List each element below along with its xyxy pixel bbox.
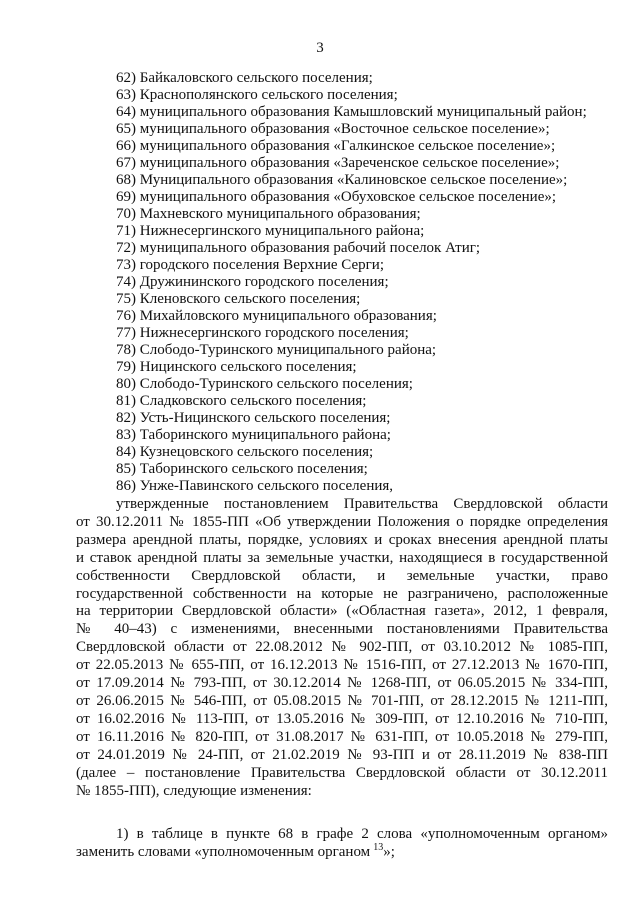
paragraph-line: размера арендной платы, порядке, условиях и сроках внесения арендной платы: [76, 531, 608, 548]
list-item: 80) Слободо-Туринского сельского поселения;: [116, 376, 413, 392]
list-item: 72) муниципального образования рабочий поселок Атиг;: [116, 240, 481, 256]
list-item: 62) Байкаловского сельского поселения;: [116, 70, 373, 86]
amendment-text: заменить словами «уполномоченным органом: [76, 843, 371, 860]
list-item: 79) Ницинского сельского поселения;: [116, 359, 357, 375]
paragraph-line: от 30.12.2011 № 1855-ПП «Об утверждении Положения о порядке определения: [76, 513, 608, 530]
footnote-marker: 13: [373, 841, 384, 853]
list-item: 75) Кленовского сельского поселения;: [116, 291, 361, 307]
paragraph-line: от 16.02.2016 № 113-ПП, от 13.05.2016 № 309-ПП, от 12.10.2016 № 710-ПП,: [76, 710, 608, 727]
list-item: 84) Кузнецовского сельского поселения;: [116, 444, 374, 460]
list-item: 74) Дружининского городского поселения;: [116, 274, 389, 290]
list-item: 68) Муниципального образования «Калиновское сельское поселение»;: [116, 172, 568, 188]
list-item: 76) Михайловского муниципального образования;: [116, 308, 437, 324]
paragraph-line: утвержденные постановлением Правительства Свердловской области: [116, 496, 608, 512]
amendment-item-1: [76, 826, 608, 862]
list-item: 83) Таборинского муниципального района;: [116, 427, 391, 443]
list-item: 70) Махневского муниципального образования;: [116, 206, 421, 222]
list-item: 64) муниципального образования Камышловский муниципальный район;: [116, 104, 587, 120]
paragraph-line: собственности Свердловской области, и земельные участки, право: [76, 567, 608, 584]
amendment-line-2: [76, 841, 608, 862]
paragraph-line: от 26.06.2015 № 546-ПП, от 05.08.2015 № 701-ПП, от 28.12.2015 № 1211-ПП,: [76, 692, 608, 709]
amendment-line: 1) в таблице в пункте 68 в графе 2 слова «уполномоченным органом»: [116, 826, 608, 842]
list-item: 82) Усть-Ницинского сельского поселения;: [116, 410, 391, 426]
list-item: 86) Унже-Павинского сельского поселения,: [116, 478, 394, 494]
list-item: 65) муниципального образования «Восточное сельское поселение»;: [116, 121, 550, 137]
paragraph-line: Свердловской области от 22.08.2012 № 902-ПП, от 03.10.2012 № 1085-ПП,: [76, 639, 608, 656]
list-item: 69) муниципального образования «Обуховское сельское поселение»;: [116, 189, 557, 205]
list-item: 67) муниципального образования «Зареченское сельское поселение»;: [116, 155, 560, 171]
page-number: 3: [316, 40, 324, 56]
list-item: 66) муниципального образования «Галкинское сельское поселение»;: [116, 138, 556, 154]
list-item: 77) Нижнесергинского городского поселения;: [116, 325, 409, 341]
paragraph-line: от 22.05.2013 № 655-ПП, от 16.12.2013 № 1516-ПП, от 27.12.2013 № 1670-ПП,: [76, 657, 608, 674]
list-item: 85) Таборинского сельского поселения;: [116, 461, 368, 477]
paragraph-line: (далее – постановление Правительства Свердловской области от 30.12.2011: [76, 764, 608, 781]
paragraph-line: № 40–43) с изменениями, внесенными постановлениями Правительства: [76, 621, 608, 638]
list-item: 73) городского поселения Верхние Серги;: [116, 257, 385, 273]
paragraph-line: государственной собственности на которые не разграничено, расположенные: [76, 585, 608, 602]
amendment-end: »;: [383, 843, 395, 860]
main-paragraph: [76, 496, 608, 800]
list-item: 63) Краснополянского сельского поселения;: [116, 87, 398, 103]
paragraph-line: № 1855-ПП), следующие изменения:: [76, 782, 312, 799]
list-item: 78) Слободо-Туринского муниципального района;: [116, 342, 437, 358]
list-item: 81) Сладковского сельского поселения;: [116, 393, 367, 409]
paragraph-line: от 24.01.2019 № 24-ПП, от 21.02.2019 № 93-ПП и от 28.11.2019 № 838-ПП: [76, 746, 608, 763]
paragraph-line: и ставок арендной платы за земельные участки, находящиеся в государственной: [76, 549, 608, 566]
paragraph-line: от 16.11.2016 № 820-ПП, от 31.08.2017 № 631-ПП, от 10.05.2018 № 279-ПП,: [76, 728, 608, 745]
paragraph-line: от 17.09.2014 № 793-ПП, от 30.12.2014 № 1268-ПП, от 06.05.2015 № 334-ПП,: [76, 675, 608, 692]
paragraph-line: на территории Свердловской области» («Областная газета», 2012, 1 февраля,: [76, 603, 608, 620]
list-item: 71) Нижнесергинского муниципального района;: [116, 223, 425, 239]
